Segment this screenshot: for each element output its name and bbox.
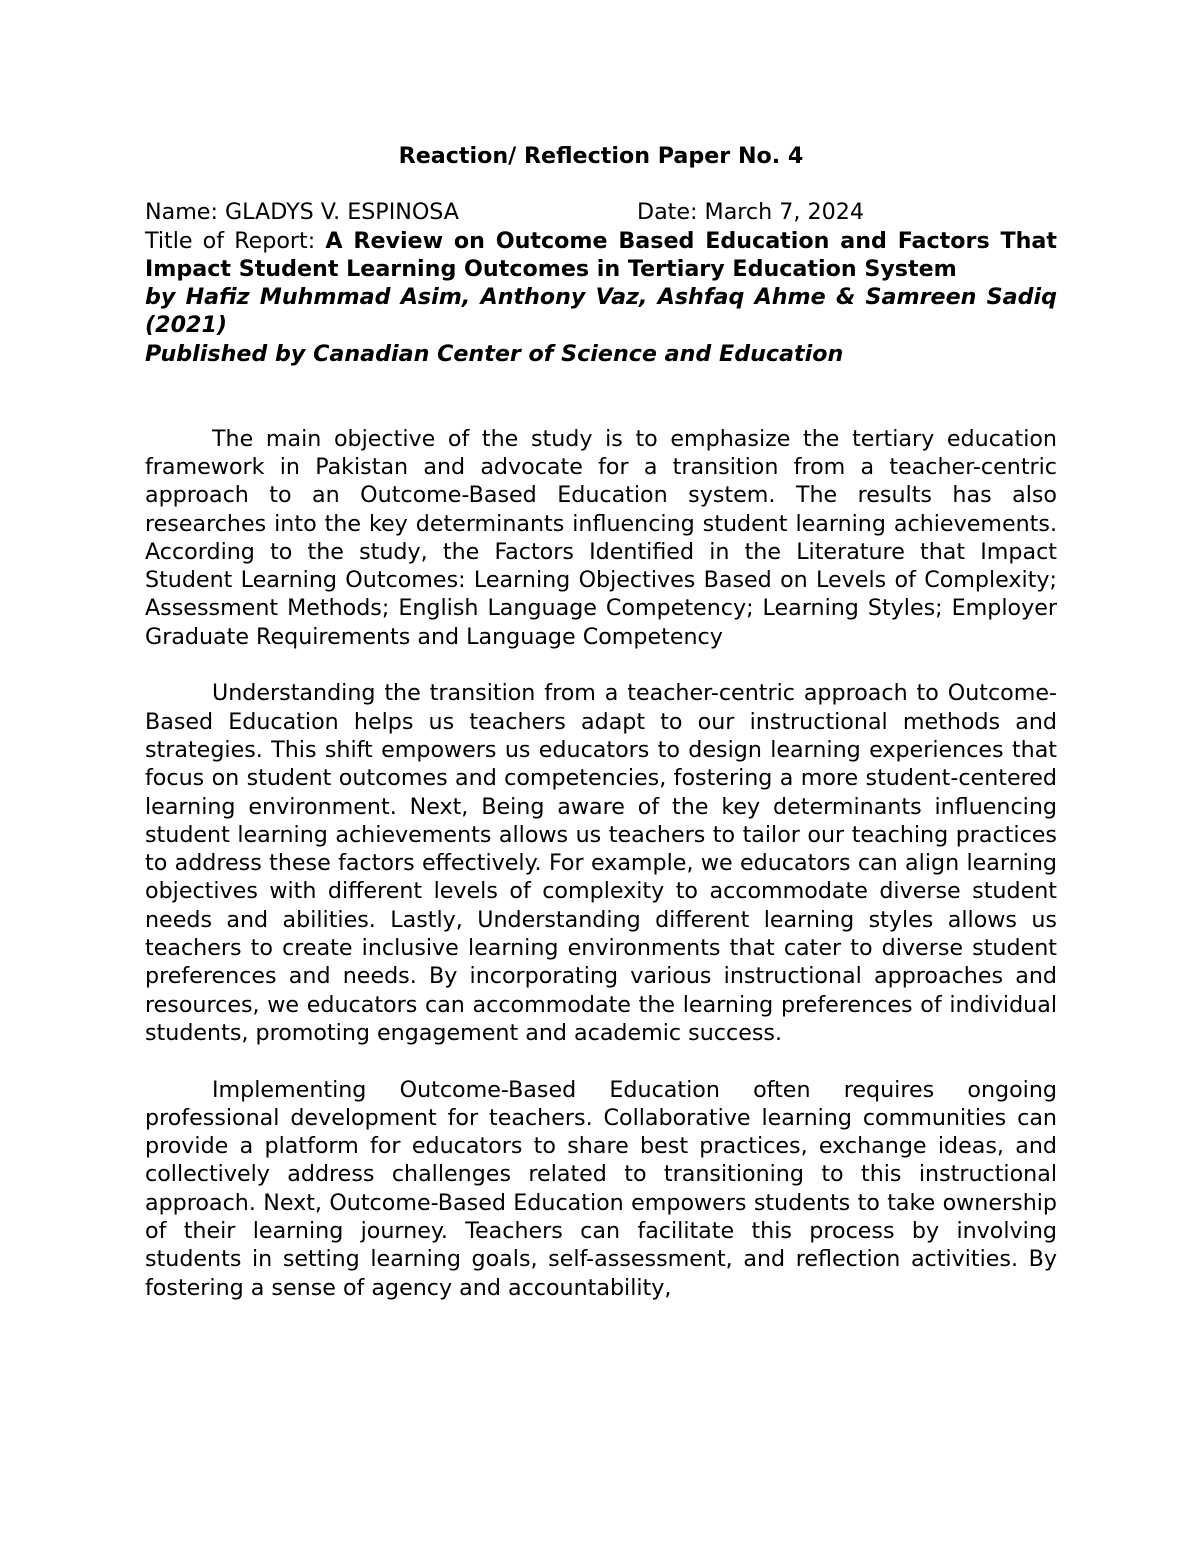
report-date: Date: March 7, 2024 [637,199,864,226]
meta-line [145,198,1057,226]
spacer [145,368,1057,425]
report-publisher: Published by Canadian Center of Science and Education [145,340,844,367]
document-page [145,142,1057,1330]
document-heading: Reaction/ Reflection Paper No. 4 [398,143,804,169]
report-authors: by Hafiz Muhmmad Asim, Anthony Vaz, Ashfaq Ahme & Samreen Sadiq (2021) [145,284,1057,339]
author-name: Name: GLADYS V. ESPINOSA [145,199,459,226]
paragraph-1: The main objective of the study is to emphasize the tertiary education framework in Pakistan and advocate for a transition from a teacher-centric approach to an Outcome-Based Education system. The results has also researches into the key determinants influencing student learning achievements. According to the study, the Factors Identified in the Literature that Impact Student Learning Outcomes: Learning Objectives Based on Levels of Complexity; Assessment Methods; English Language Competency; Learning Styles; Employer Graduate Requirements and Language Competency [145,425,1057,650]
paragraph-2: Understanding the transition from a teacher-centric approach to Outcome-Based Education helps us teachers adapt to our instructional methods and strategies. This shift empowers us educators to design learning experiences that focus on student outcomes and competencies, fostering a more student-centered learning environment. Next, Being aware of the key determinants influencing student learning achievements allows us teachers to tailor our teaching practices to address these factors effectively. For example, we educators can align learning objectives with different levels of complexity to accommodate diverse student needs and abilities. Lastly, Understanding different learning styles allows us teachers to create inclusive learning environments that cater to diverse student preferences and needs. By incorporating various instructional approaches and resources, we educators can accommodate the learning preferences of individual students, promoting engagement and academic success. [145,680,1057,1046]
report-title [145,227,1057,284]
paragraph-3: Implementing Outcome-Based Education often requires ongoing professional development for teachers. Collaborative learning communities can provide a platform for educators to share best practices, exchange ideas, and collectively address challenges related to transitioning to this instructional approach. Next, Outcome-Based Education empowers students to take ownership of their learning journey. Teachers can facilitate this process by involving students in setting learning goals, self-assessment, and reflection activities. By fostering a sense of agency and accountability, [145,1076,1057,1301]
report-title-prefix: Title of Report: [145,227,326,254]
report-title-text: A Review on Outcome Based Education and Factors That Impact Student Learning Outcomes in Tertiary Education System [145,227,1057,282]
